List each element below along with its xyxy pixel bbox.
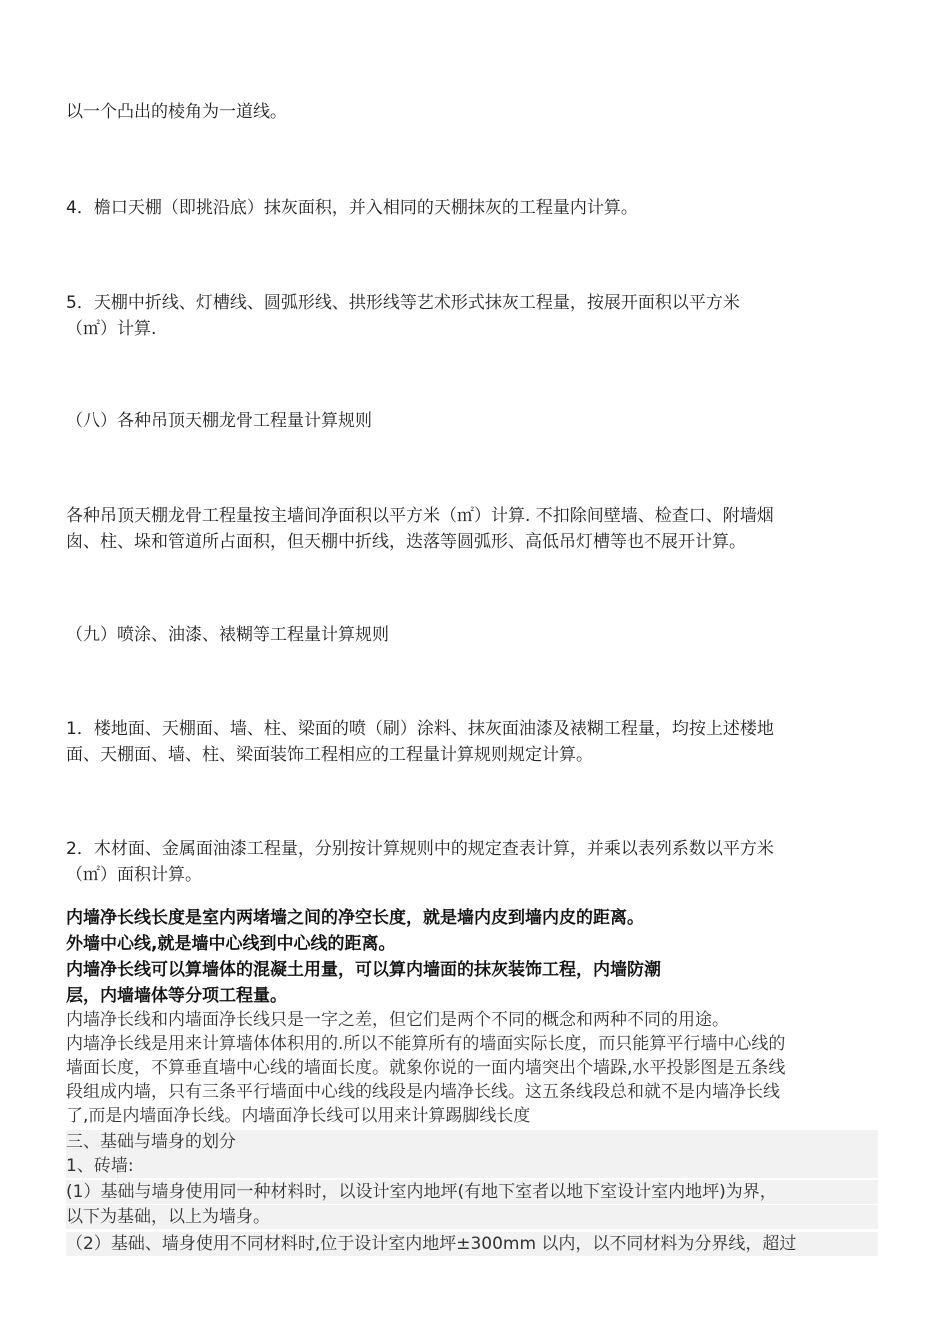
paragraph-ceiling-keel-line1: 各种吊顶天棚龙骨工程量按主墙间净面积以平方米（㎡）计算. 不扣除间壁墙、检查口、附墙烟 xyxy=(66,506,774,526)
section-3-sub-1-line1: (1）基础与墙身使用同一种材料时，以设计室内地坪(有地下室者以地下室设计室内地坪)为界， xyxy=(66,1180,878,1204)
paragraph-item-2-line2: （㎡）面积计算。 xyxy=(66,865,202,885)
section-heading-8: （八）各种吊顶天棚龙骨工程量计算规则 xyxy=(66,411,372,431)
plain-line: 段组成内墙，只有三条平行墙面中心线的线段是内墙净长线。这五条线段总和就不是内墙净长线 xyxy=(66,1082,780,1102)
section-heading-9: （九）喷涂、油漆、裱糊等工程量计算规则 xyxy=(66,625,389,645)
section-3-item-1: 1、砖墙: xyxy=(66,1154,878,1178)
paragraph-item-1-line2: 面、天棚面、墙、柱、梁面装饰工程相应的工程量计算规则规定计算。 xyxy=(66,745,593,765)
plain-line: 内墙净长线和内墙面净长线只是一字之差，但它们是两个不同的概念和两种不同的用途。 xyxy=(66,1010,729,1030)
paragraph-item-5-line1: 5．天棚中折线、灯槽线、圆弧形线、拱形线等艺术形式抹灰工程量，按展开面积以平方米 xyxy=(66,293,740,313)
plain-line: 内墙净长线是用来计算墙体体积用的.所以不能算所有的墙面实际长度，而只能算平行墙中心线的 xyxy=(66,1034,786,1054)
plain-line: 墙面长度，不算垂直墙中心线的墙面长度。就象你说的一面内墙突出个墙跺,水平投影图是五条线 xyxy=(66,1058,786,1078)
paragraph-text: 以一个凸出的棱角为一道线。 xyxy=(66,102,287,122)
section-3-sub-1-line2: 以下为基础，以上为墙身。 xyxy=(66,1205,878,1229)
section-3-title: 三、基础与墙身的划分 xyxy=(66,1130,878,1154)
plain-line: 了,而是内墙面净长线。内墙面净长线可以用来计算踢脚线长度 xyxy=(66,1106,531,1126)
bold-line: 内墙净长线可以算墙体的混凝土用量，可以算内墙面的抹灰装饰工程，内墙防潮 xyxy=(66,960,661,980)
paragraph-item-2-line1: 2．木材面、金属面油漆工程量，分别按计算规则中的规定查表计算，并乘以表列系数以平方米 xyxy=(66,839,774,859)
bold-line: 内墙净长线长度是室内两堵墙之间的净空长度，就是墙内皮到墙内皮的距离。 xyxy=(66,908,644,928)
bold-line: 外墙中心线,就是墙中心线到中心线的距离。 xyxy=(66,934,396,954)
paragraph-item-5-line2: （㎡）计算. xyxy=(66,319,157,339)
bold-line: 层，内墙墙体等分项工程量。 xyxy=(66,986,287,1006)
section-3-sub-2: （2）基础、墙身使用不同材料时,位于设计室内地坪±300mm 以内，以不同材料为分界线，超过 xyxy=(66,1232,878,1256)
paragraph-item-1-line1: 1．楼地面、天棚面、墙、柱、梁面的喷（刷）涂料、抹灰面油漆及裱糊工程量，均按上述楼地 xyxy=(66,719,774,739)
paragraph-item-4: 4．檐口天棚（即挑沿底）抹灰面积，并入相同的天棚抹灰的工程量内计算。 xyxy=(66,198,638,218)
paragraph-ceiling-keel-line2: 囱、柱、垛和管道所占面积，但天棚中折线，迭落等圆弧形、高低吊灯槽等也不展开计算。 xyxy=(66,532,746,552)
